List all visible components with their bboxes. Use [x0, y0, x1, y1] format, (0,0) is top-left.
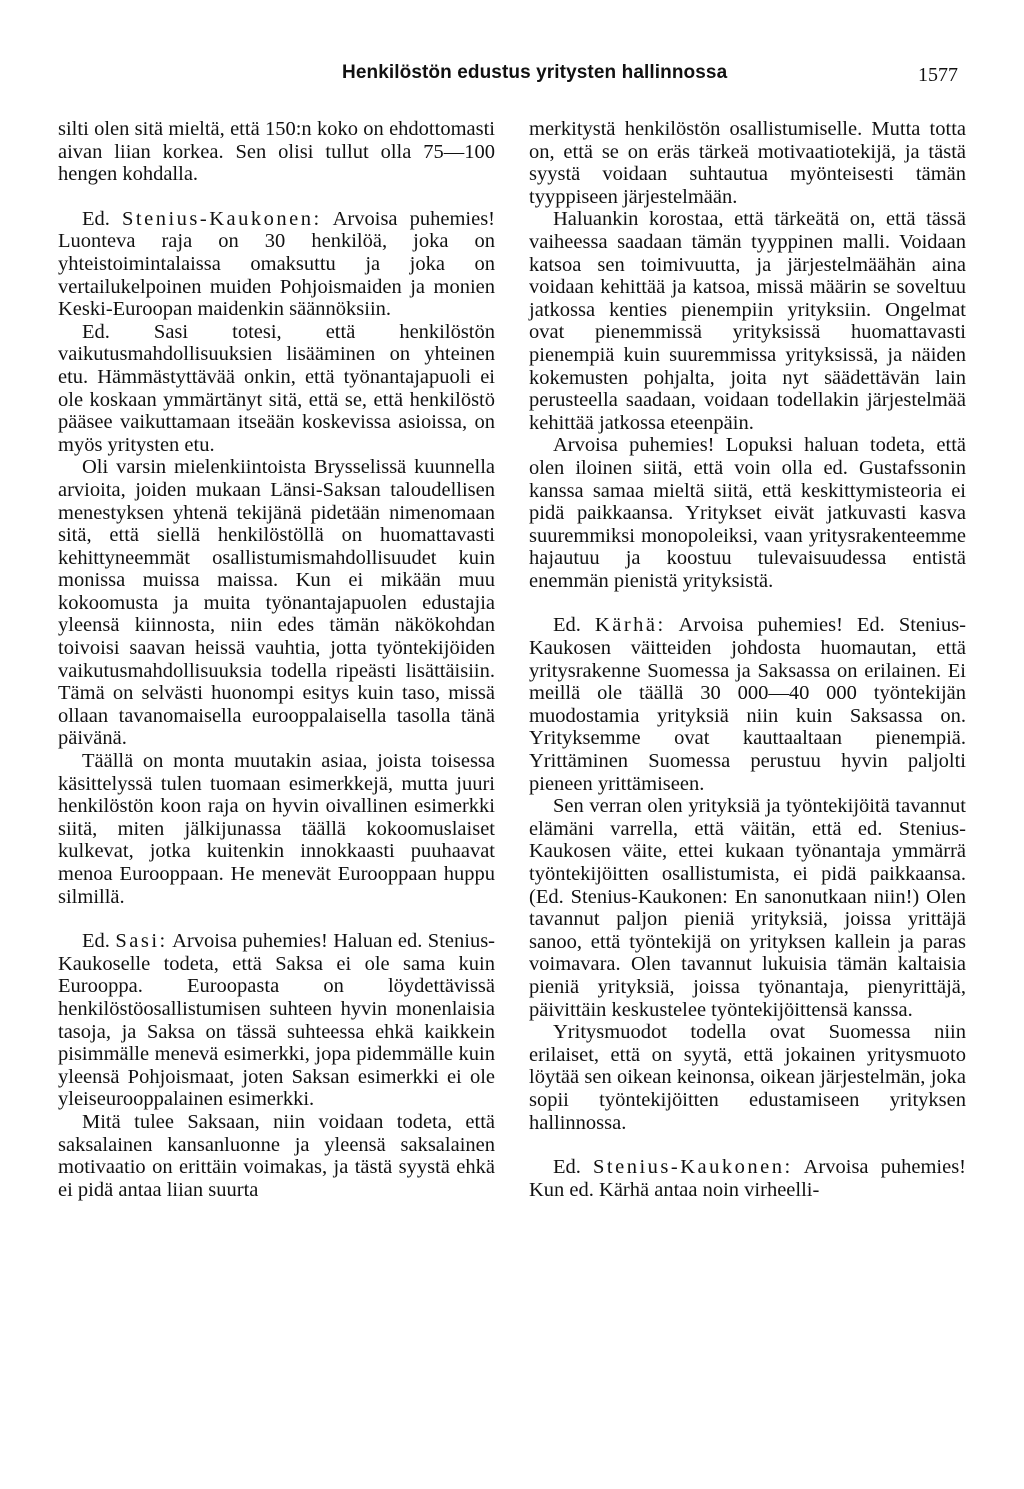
paragraph: Mitä tulee Saksaan, niin voidaan todeta, että saksalainen kansanluonne ja yleensä saksalainen motivaatio on erittäin voimakas, ja tästä syystä ehkä ei pidä antaa liian suurta [58, 1110, 495, 1201]
paragraph: Yritysmuodot todella ovat Suomessa niin erilaiset, että on syytä, että jokainen yritysmuoto löytää sen oikean keinonsa, oikean järjestelmän, joka sopii työntekijöitten edustamiseen yrityksen hallinnossa. [529, 1021, 966, 1134]
page-number: 1577 [918, 64, 958, 86]
speaker-name: Stenius-Kaukonen: [593, 1156, 793, 1179]
paragraph: Arvoisa puhemies! Lopuksi haluan todeta, että olen iloinen siitä, että voin olla ed. Gustafssonin kanssa samaa mieltä siitä, että keskittymisteoria ei pidä paikkaansa. Yritykset eivät jatkuvasti kasva suuremmiksi monopoleiksi, vaan yritysrakenteemme hajautuu ja koostuu tulevaisuudessa entistä enemmän pienistä yrityksistä. [529, 434, 966, 592]
speech-paragraph [529, 614, 966, 795]
speech-paragraph [529, 1156, 966, 1201]
right-column [529, 118, 966, 1201]
speaker-prefix: Ed. [553, 614, 581, 637]
speech-text: Arvoisa puhemies! Luonteva raja on 30 henkilöä, joka on yhteistoimintalaissa omaksuttu ja joka on vertailukelpoinen muiden Pohjoismaiden ja monien Keski-Euroopan maidenkin säännöksiin. [58, 207, 496, 321]
speech-text: Arvoisa puhemies! Ed. Stenius-Kaukosen väitteiden johdosta huomautan, että yritysrakenne Suomessa ja Saksassa on erilainen. Ei meillä ole täällä 30 000—40 000 työntekijän muodostamia yrityksiä niin kuin Saksassa on. Yrityksemme ovat kauttaaltaan pienempiä. Yrittäminen Suomessa perustuu hyvin paljolti pieneen yrittämiseen. [529, 614, 967, 795]
paragraph: silti olen sitä mieltä, että 150:n koko on ehdottomasti aivan liian korkea. Sen olisi tullut olla 75—100 hengen kohdalla. [58, 118, 495, 186]
speaker-prefix: Ed. [82, 930, 110, 953]
speech-paragraph [58, 208, 495, 321]
paragraph: Oli varsin mielenkiintoista Brysselissä kuunnella arvioita, joiden mukaan Länsi-Saksan taloudellisen menestyksen yhtenä tekijänä pidetään nimenomaan sitä, että siellä henkilöstöllä on huomattavasti kehittyneemmät osallistumismahdollisuudet kuin monissa muissa maissa. Kun ei mikään muu kokoomusta ja muita työnantajapuolen edustajia yleensä kiinnosta, niin edes tämän näkökohdan toivoisi saavan heissä vauhtia, jotta työntekijöiden vaikutusmahdollisuuksia todella ripeästi lisättäisiin. Tämä on selvästi huonompi esitys kuin taso, missä ollaan tavanomaisella eurooppalaisella tasolla tänä päivänä. [58, 456, 495, 750]
speaker-prefix: Ed. [82, 207, 110, 230]
speaker-prefix: Ed. [553, 1156, 581, 1179]
speech-text: Arvoisa puhemies! Haluan ed. Stenius-Kaukoselle todeta, että Saksa ei ole sama kuin Eurooppa. Euroopasta on löydettävissä henkilöstöosallistumisen suhteen hyvin monenlaisia tasoja, ja Saksa on tässä suhteessa ehkä kaikkein pisimmälle menevä esimerkki, jopa pidemmälle kuin yleensä Pohjoismaat, joten Saksan esimerkki ei ole yleiseurooppalainen esimerkki. [58, 930, 496, 1111]
paragraph: Haluankin korostaa, että tärkeätä on, että tässä vaiheessa saadaan tämän tyyppinen malli. Voidaan katsoa sen toimivuutta, ja järjestelmäähän aina voidaan kehittää ja katsoa, missä määrin se soveltuu jatkossa kenties pienempiin yrityksiin. Ongelmat ovat pienemmissä yrityksissä huomattavasti pienempiä kuin suuremmissa yrityksissä, ja näiden kokemusten pohjalta, joita nyt säädettävän lain perusteella saadaan, voidaan todellakin järjestelmää kehittää jatkossa eteenpäin. [529, 208, 966, 434]
paragraph: merkitystä henkilöstön osallistumiselle. Mutta totta on, että se on eräs tärkeä motivaatiotekijä, ja tästä syystä voidaan suhtautua myönteisesti tämän tyyppiseen järjestelmään. [529, 118, 966, 208]
left-column [58, 118, 495, 1201]
speech-paragraph [58, 930, 495, 1111]
paragraph: Täällä on monta muutakin asiaa, joista toisessa käsittelyssä tulen tuomaan esimerkkejä, mutta juuri henkilöstön koon raja on hyvin oivallinen esimerkki siitä, miten jälkijunassa täällä kokoomuslaiset kulkevat, jotka kuitenkin innokkaasti puuhaavat menoa Eurooppaan. He menevät Eurooppaan huppu silmillä. [58, 750, 495, 908]
running-header-title: Henkilöstön edustus yritysten hallinnossa [342, 62, 728, 83]
paragraph: Ed. Sasi totesi, että henkilöstön vaikutusmahdollisuuksien lisääminen on yhteinen etu. Hämmästyttävää onkin, että työnantajapuoli ei ole koskaan ymmärtänyt sitä, että se, että henkilöstö pääsee vaikuttamaan itseään koskevissa asioissa, on myös yritysten etu. [58, 320, 495, 456]
speaker-name: Kärhä: [594, 614, 666, 637]
speaker-name: Stenius-Kaukonen: [122, 207, 322, 230]
paragraph: Sen verran olen yrityksiä ja työntekijöitä tavannut elämäni varrella, että väitän, että ed. Stenius-Kaukosen väite, ettei kukaan työnantaja ymmärrä työntekijöitten osallistumista, ei pidä paikkaansa. (Ed. Stenius-Kaukonen: En sanonutkaan niin!) Olen tavannut paljon pieniä yrityksiä, joissa yrittäjä sanoo, että työntekijä on yrityksen kallein ja paras voimavara. Olen tavannut lukuisia tämän kaltaisia pieniä yrityksiä, joissa työnantaja, pienyrittäjä, päivittäin keskustelee työntekijöittensä kanssa. [529, 795, 966, 1021]
speech-text: Arvoisa puhemies! Kun ed. Kärhä antaa noin virheelli- [529, 1156, 967, 1201]
speaker-name: Sasi: [115, 930, 168, 953]
